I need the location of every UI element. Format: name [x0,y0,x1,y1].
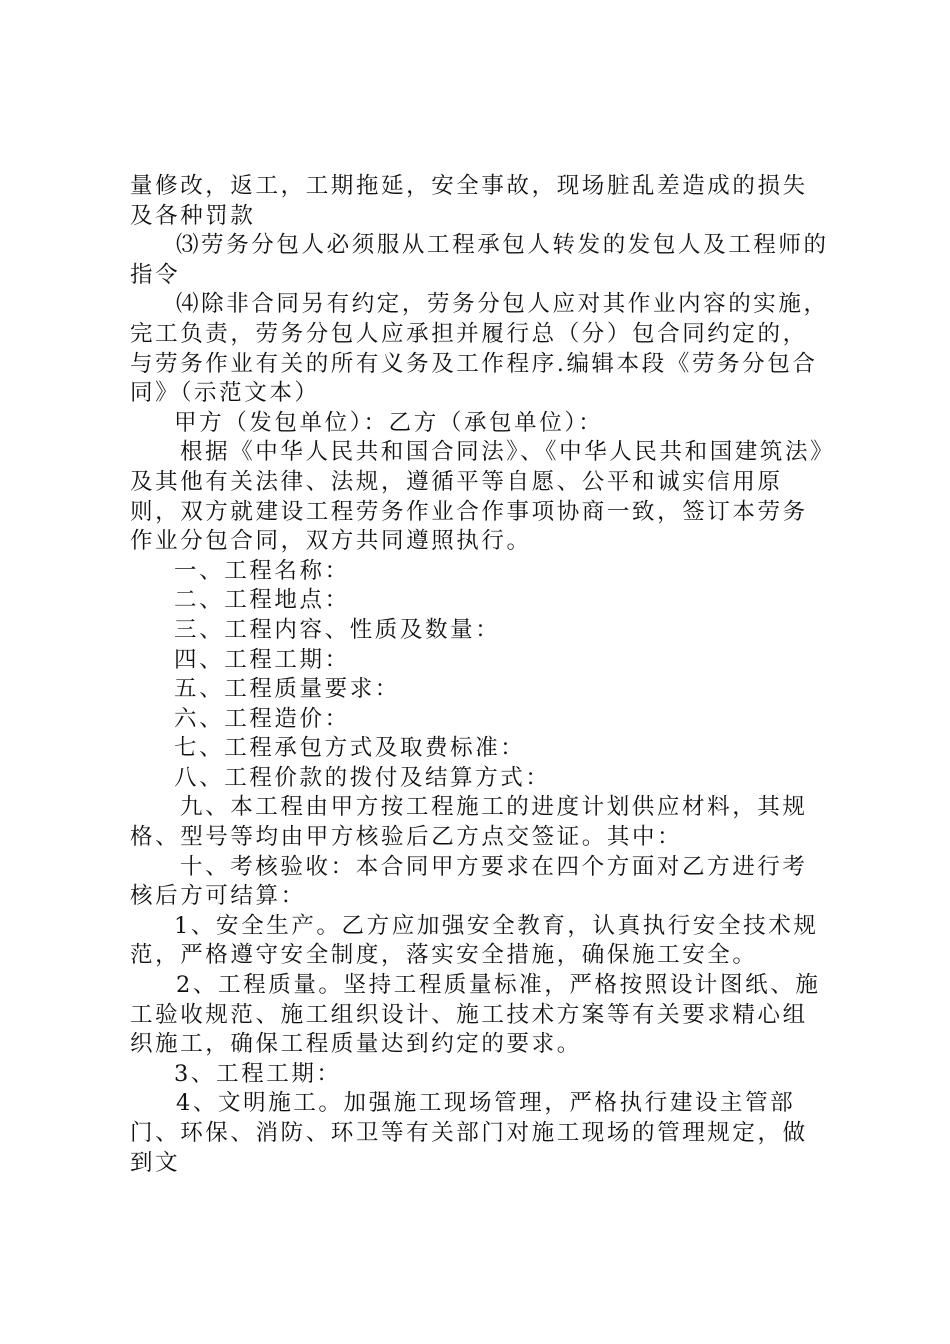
paragraph-preamble: 根据《中华人民共和国合同法》、《中华人民共和国建筑法》及其他有关法律、法规，遵循平等自愿、公平和诚实信用原则，双方就建设工程劳务作业合作事项协商一致，签订本劳务作业分包合同，双方共同遵照执行。 [130,439,824,555]
section-project-location: 二、工程地点： [174,587,350,614]
item-safety: 1、安全生产。乙方应加强安全教育，认真执行安全技术规范，严格遵守安全制度，落实安全措施，确保施工安全。 [130,912,819,969]
section-materials: 九、本工程由甲方按工程施工的进度计划供应材料，其规格、型号等均由甲方核验后乙方点交签证。其中： [130,794,808,851]
section-contract-method: 七、工程承包方式及取费标准： [174,735,526,762]
paragraph-clause-4: ⑷除非合同另有约定，劳务分包人应对其作业内容的实施，完工负责，劳务分包人应承担并履行总（分）包合同约定的，与劳务作业有关的所有义务及工作程序.编辑本段《劳务分包合同》（示范文本） [130,291,829,407]
item-schedule: 3、工程工期： [174,1060,342,1087]
paragraph-parties: 甲方（发包单位）：乙方（承包单位）： [174,409,604,436]
section-project-content: 三、工程内容、性质及数量： [174,616,501,643]
section-project-name: 一、工程名称： [174,557,350,584]
document-body [130,172,830,1178]
section-project-cost: 六、工程造价： [174,705,350,732]
item-civilized-construction: 4、文明施工。加强施工现场管理，严格执行建设主管部门、环保、消防、环卫等有关部门对施工现场的管理规定，做到文 [130,1090,808,1176]
paragraph-clause-3: ⑶劳务分包人必须服从工程承包人转发的发包人及工程师的指令 [130,232,829,288]
paragraph-continuation: 量修改，返工，工期拖延，安全事故，现场脏乱差造成的损失及各种罚款 [130,173,808,229]
section-payment-settlement: 八、工程价款的拨付及结算方式： [174,764,551,791]
section-project-period: 四、工程工期： [174,646,350,673]
section-acceptance: 十、考核验收：本合同甲方要求在四个方面对乙方进行考核后方可结算： [130,853,808,910]
section-quality-requirements: 五、工程质量要求： [174,676,400,703]
item-quality: 2、工程质量。坚持工程质量标准，严格按照设计图纸、施工验收规范、施工组织设计、施工技术方案等有关要求精心组织施工，确保工程质量达到约定的要求。 [130,972,821,1058]
